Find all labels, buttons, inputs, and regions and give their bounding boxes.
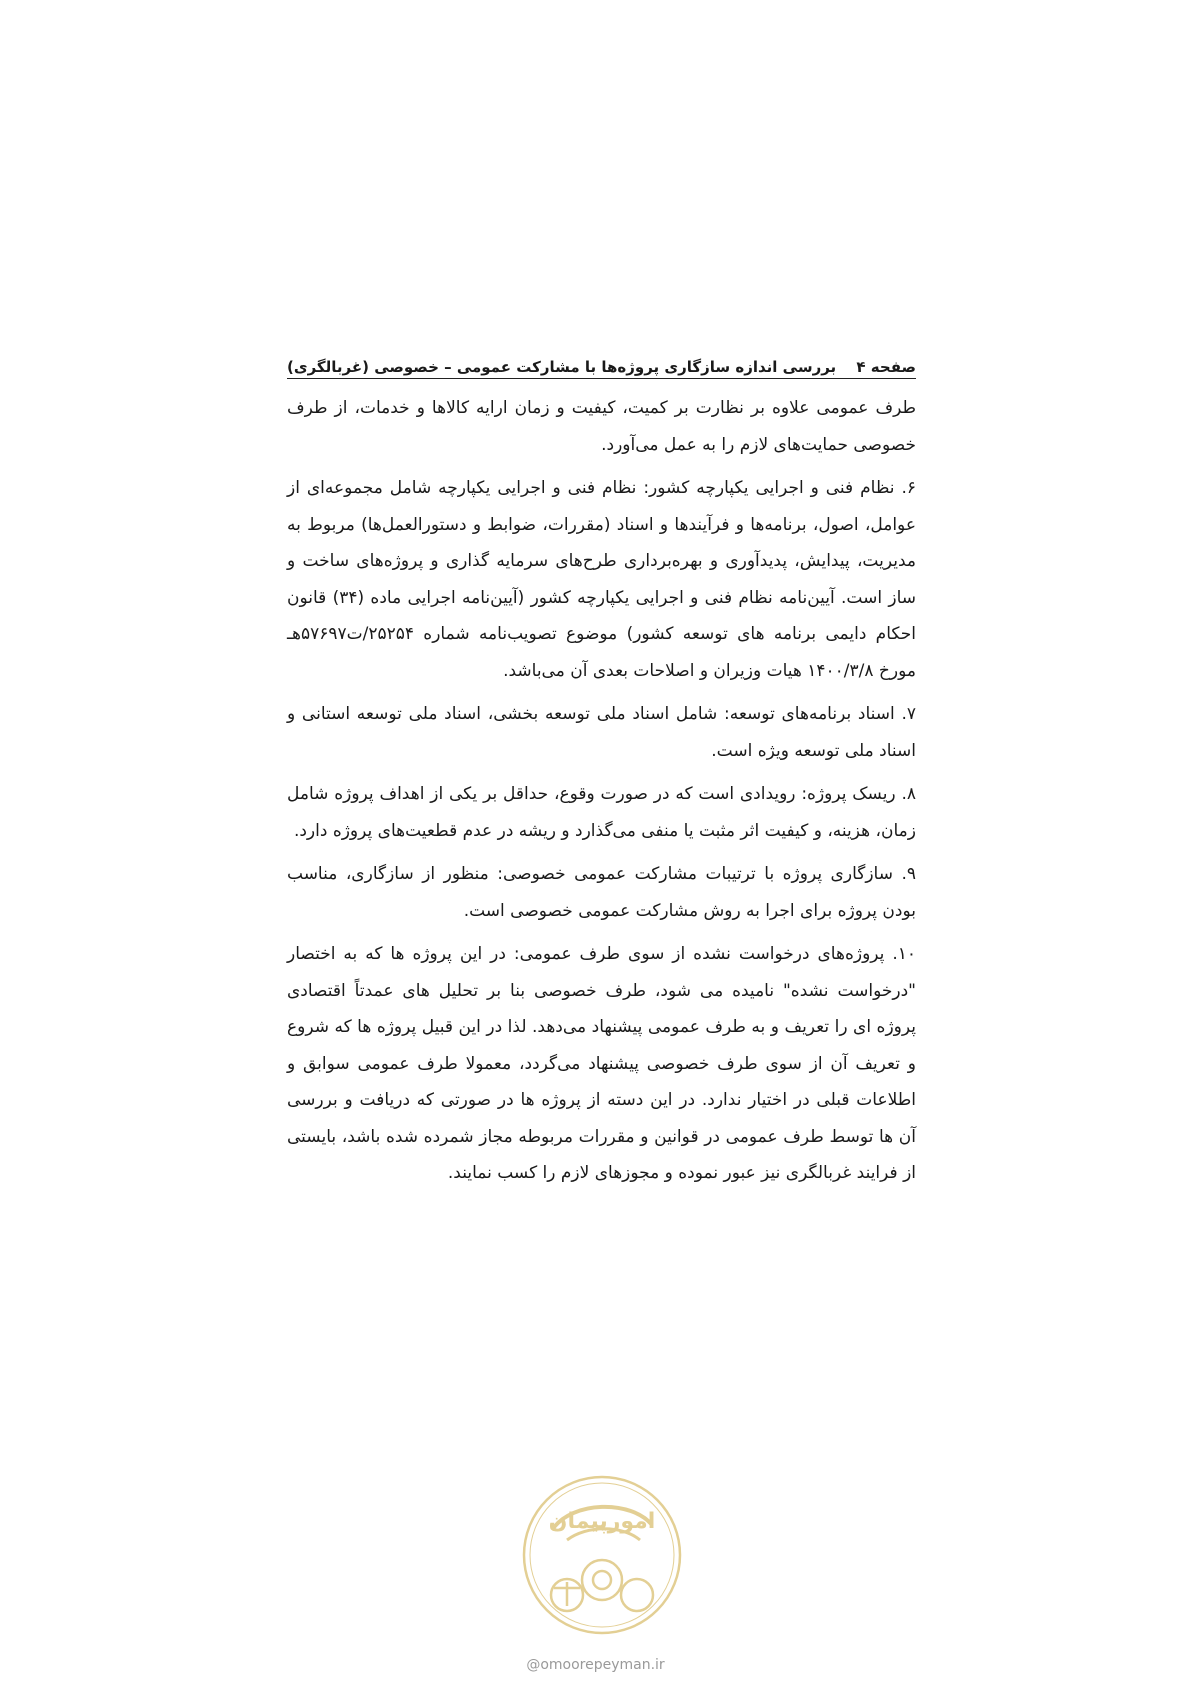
- running-title: بررسی اندازه سازگاری پروژه‌ها با مشارکت عمومی – خصوصی (غربالگری): [287, 358, 837, 376]
- page-header: [287, 352, 916, 379]
- footer-website: @omoorepeyman.ir: [526, 1657, 665, 1673]
- svg-text:امورپیمان: امورپیمان: [548, 1509, 656, 1534]
- paragraph-project-compatibility: ۹. سازگاری پروژه با ترتیبات مشارکت عمومی خصوصی: منظور از سازگاری، مناسب بودن پروژه برای اجرا به روش مشارکت عمومی خصوصی است.: [287, 864, 916, 921]
- paragraph-unsolicited-projects: ۱۰. پروژه‌های درخواست نشده از سوی طرف عمومی: در این پروژه ها که به اختصار "درخواست نشده" نامیده می شود، طرف خصوصی بنا بر تحلیل های عمدتاً اقتصادی پروژه ای را تعریف و به طرف عمومی پیشنهاد می‌دهد. لذا در این قبیل پروژه ها که شروع و تعریف آن از سوی طرف خصوصی پیشنهاد می‌گردد، معمولا طرف عمومی سوابق و اطلاعات قبلی در اختیار ندارد. در این دسته از پروژه ها در صورتی که دریافت و بررسی آن ها توسط طرف عمومی در قوانین و مقررات مربوطه مجاز شمرده شده باشد، بایستی از فرایند غربالگری نیز عبور نموده و مجوزهای لازم را کسب نمایند.: [287, 944, 916, 1183]
- paragraph-public-party-oversight: طرف عمومی علاوه بر نظارت بر کمیت، کیفیت و زمان ارایه کالاها و خدمات، از طرف خصوصی حمایت‌های لازم را به عمل می‌آورد.: [287, 398, 916, 455]
- page-number: صفحه ۴: [856, 358, 916, 376]
- paragraph-development-documents: ۷. اسناد برنامه‌های توسعه: شامل اسناد ملی توسعه بخشی، اسناد ملی توسعه استانی و اسناد ملی توسعه ویژه است.: [287, 704, 916, 761]
- paragraph-project-risk: ۸. ریسک پروژه: رویدادی است که در صورت وقوع، حداقل بر یکی از اهداف پروژه شامل زمان، هزینه، و کیفیت اثر مثبت یا منفی می‌گذارد و ریشه در عدم قطعیت‌های پروژه دارد.: [287, 784, 916, 841]
- omoore-peyman-seal-icon: [512, 1470, 692, 1640]
- body-text: [287, 390, 916, 1199]
- paragraph-technical-system: ۶. نظام فنی و اجرایی یکپارچه کشور: نظام فنی و اجرایی یکپارچه شامل مجموعه‌ای از عوامل، اصول، برنامه‌ها و فرآیندها و اسناد (مقررات، ضوابط و دستورالعمل‌ها) مربوط به مدیریت، پیدایش، پدیدآوری و بهره‌برداری طرح‌های سرمایه گذاری و پروژه‌های ساخت و ساز است. آیین‌نامه نظام فنی و اجرایی یکپارچه کشور (آیین‌نامه اجرایی ماده (۳۴) قانون احکام دایمی برنامه های توسعه کشور) موضوع تصویب‌نامه شماره ۲۵۲۵۴/ت۵۷۶۹۷هـ مورخ ۱۴۰۰/۳/۸ هیات وزیران و اصلاحات بعدی آن می‌باشد.: [287, 478, 917, 681]
